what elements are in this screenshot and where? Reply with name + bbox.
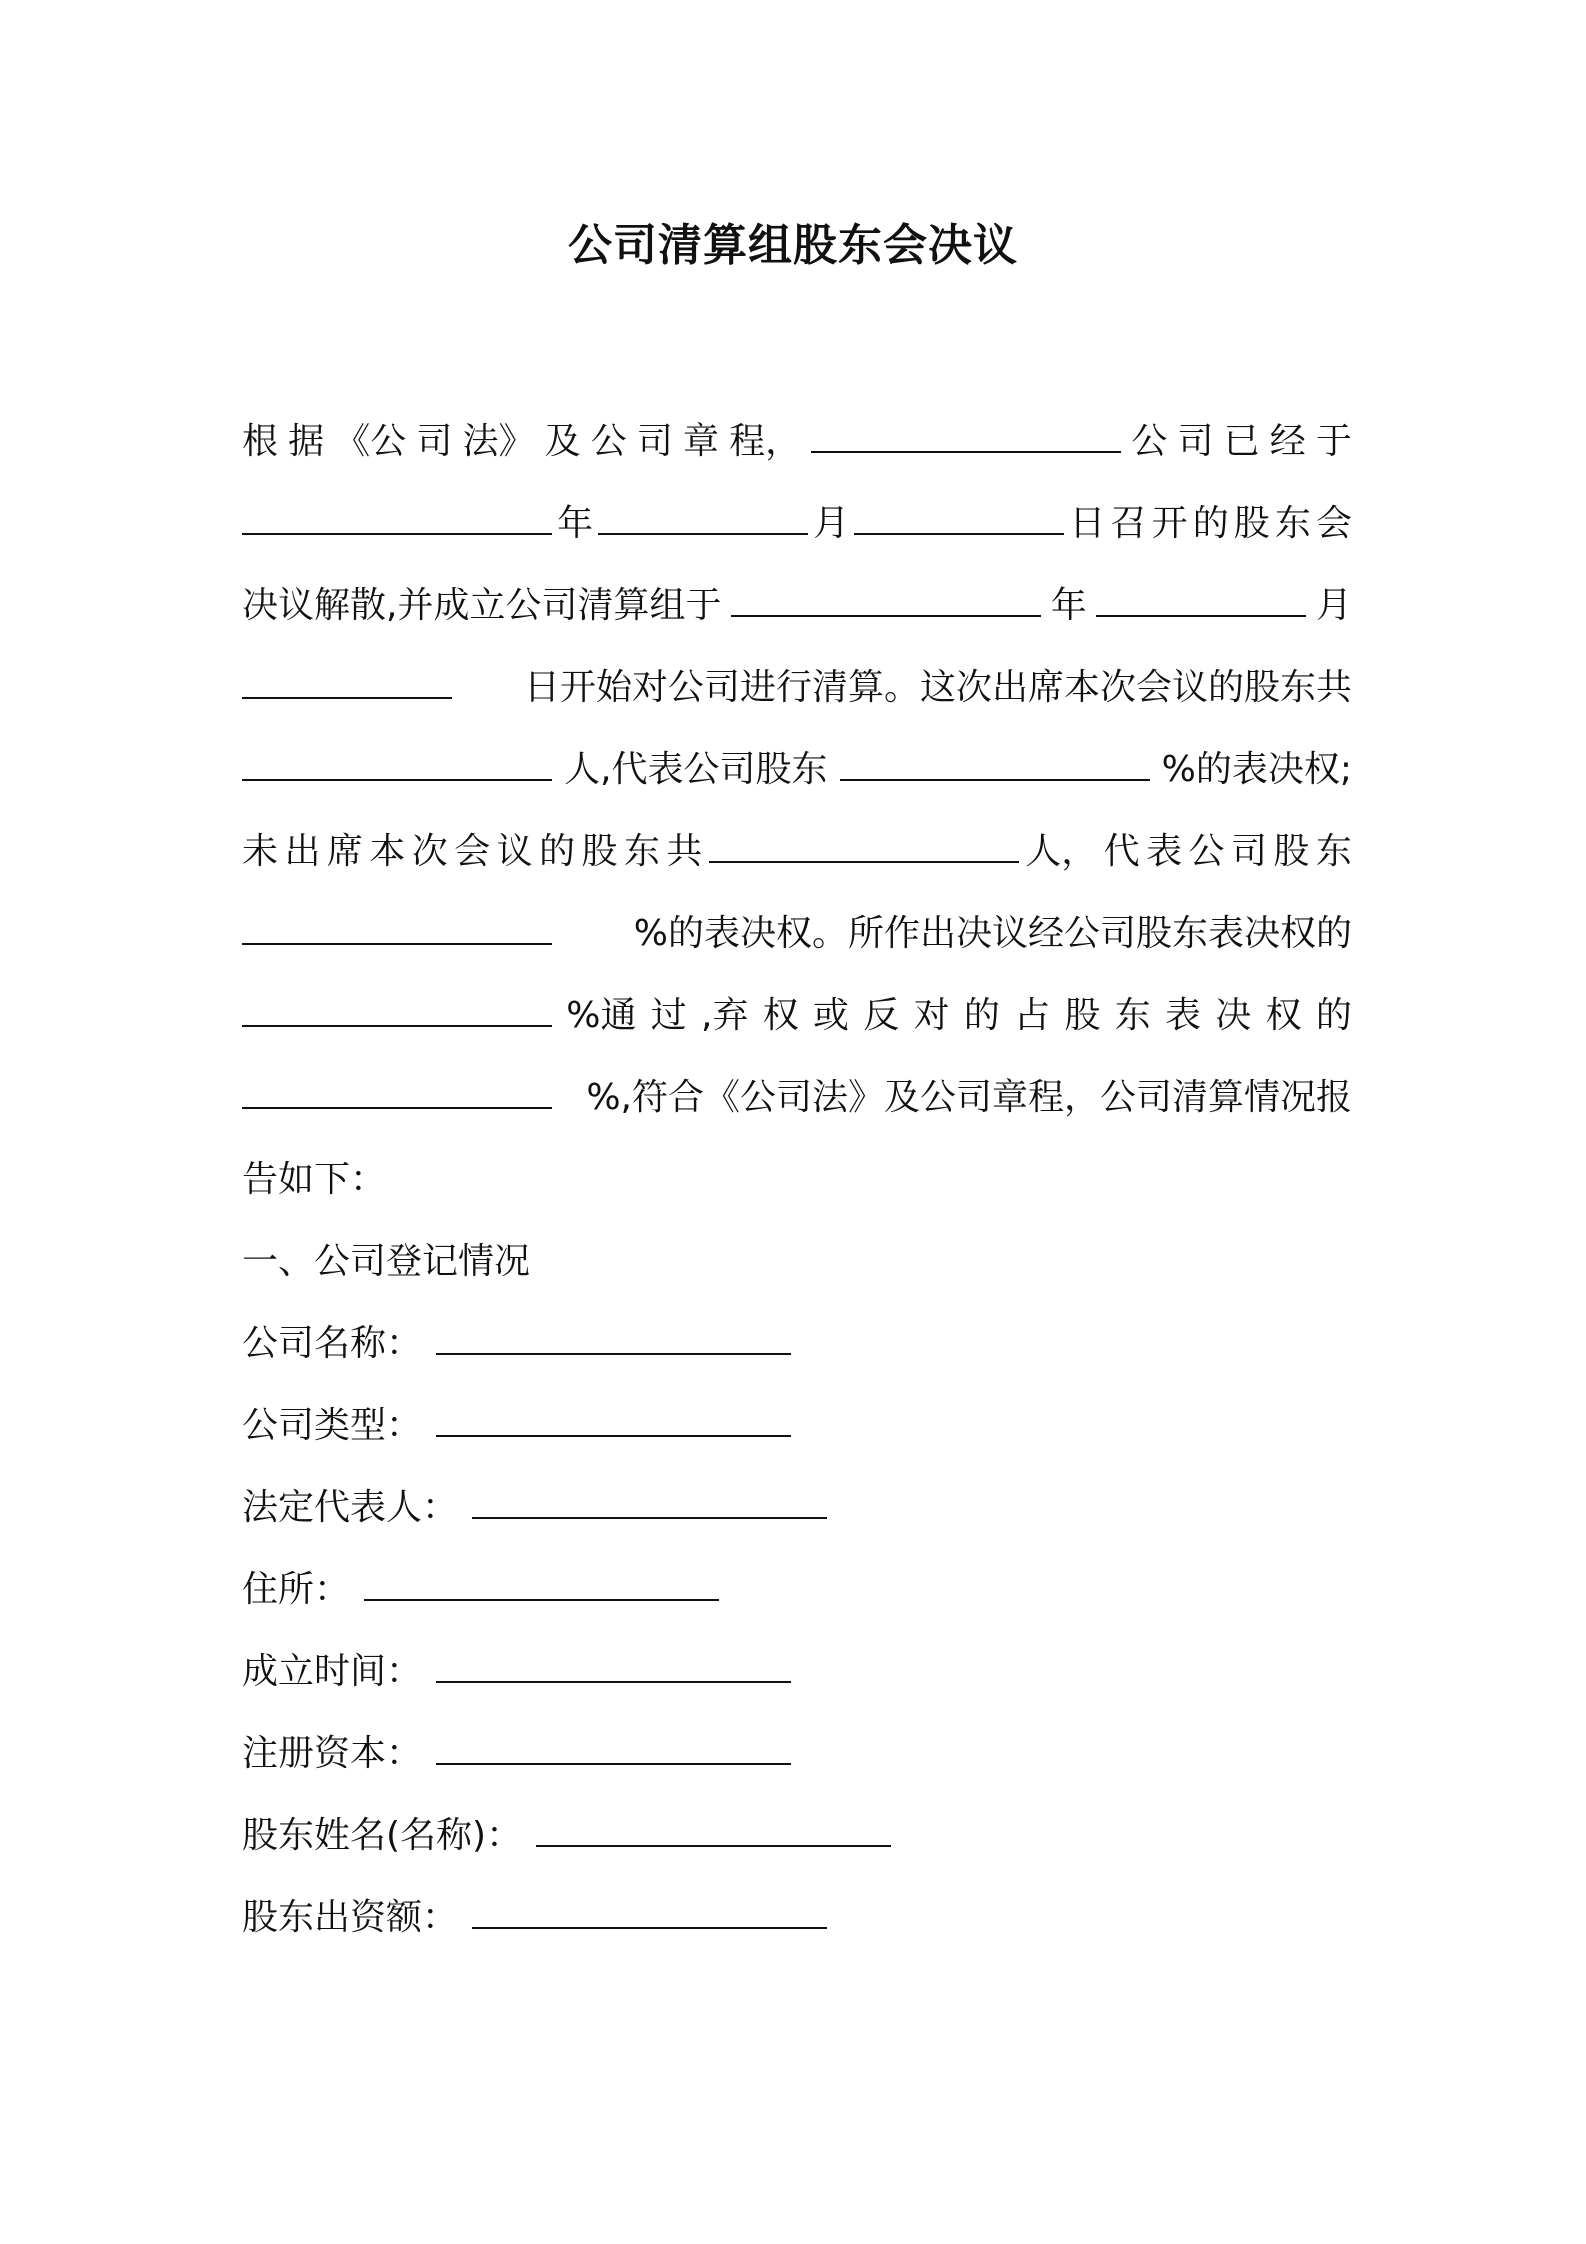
registration-field [242,1642,1352,1702]
body-text: 据 [288,421,325,462]
field-label: 成立时间： [242,1651,423,1692]
fill-blank[interactable] [242,659,452,699]
registration-field [242,1560,1352,1620]
body-text: 月 [813,503,850,544]
body-text: 决议解散,并成立公司清算组于 [242,585,722,626]
field-label: 公司名称： [242,1323,423,1364]
body-text: 章 [683,421,720,462]
fill-blank[interactable] [854,495,1064,535]
body-text: 会 [1315,503,1352,544]
body-line [242,1150,1352,1210]
body-line [242,822,1352,882]
body-text: 已 [1223,421,1260,462]
body-text: 东 [1114,995,1151,1036]
body-text: %通 [566,995,637,1036]
body-text: 的 [1192,503,1229,544]
body-text: 年 [1050,585,1087,626]
body-text: 司 [416,421,453,462]
body-text: 股 [581,831,618,872]
body-text: 公 [590,421,627,462]
body-text: ,弃 [701,995,749,1036]
body-text: 日 [1069,503,1106,544]
body-text: 席 [326,831,363,872]
registration-field [242,1888,1352,1948]
body-text: 未 [242,831,279,872]
body-text: 的 [1315,995,1352,1036]
body-text: 告如下： [242,1159,387,1200]
fill-blank[interactable] [242,1069,552,1109]
body-line [242,1068,1352,1128]
body-text: 或 [813,995,850,1036]
body-text: 人,代表公司股东 [564,749,828,790]
body-text: 权 [762,995,799,1036]
body-text: 东 [1315,831,1352,872]
document-title: 公司清算组股东会决议 [568,220,1018,271]
body-text: %的表决权; [1161,749,1352,790]
body-text: 及 [544,421,581,462]
fill-blank[interactable] [242,905,552,945]
body-text: %的表决权。所作出决议经公司股东表决权的 [633,913,1352,954]
field-blank[interactable] [436,1315,791,1355]
body-text: 次 [411,831,448,872]
body-text: 公 [1131,421,1168,462]
body-text: 出 [284,831,321,872]
body-text: 公 [1188,831,1225,872]
field-blank[interactable] [472,1889,827,1929]
body-text: 对 [913,995,950,1036]
field-label: 股东姓名(名称)： [242,1815,523,1856]
body-text: 股 [1273,831,1310,872]
body-text: 人， [1025,831,1098,872]
body-text: 股 [1064,995,1101,1036]
field-blank[interactable] [436,1725,791,1765]
body-text: 于 [1315,421,1352,462]
body-text: 过 [650,995,687,1036]
body-text: 司 [1177,421,1214,462]
body-line [242,658,1352,718]
body-text: 程， [729,421,802,462]
body-line [242,576,1352,636]
field-blank[interactable] [364,1561,719,1601]
body-line [242,904,1352,964]
registration-field [242,1396,1352,1456]
body-line [242,986,1352,1046]
fill-blank[interactable] [1096,577,1306,617]
body-text: 经 [1269,421,1306,462]
fill-blank[interactable] [731,577,1041,617]
field-label: 法定代表人： [242,1487,459,1528]
body-text: 表 [1146,831,1183,872]
field-label: 公司类型： [242,1405,423,1446]
body-text: 司 [636,421,673,462]
body-text: 召 [1110,503,1147,544]
body-text: 月 [1315,585,1352,626]
body-text: 年 [557,503,594,544]
body-line [242,412,1352,472]
body-text: 司 [1230,831,1267,872]
body-text: 反 [863,995,900,1036]
fill-blank[interactable] [709,823,1019,863]
body-text: 东 [1274,503,1311,544]
registration-field [242,1806,1352,1866]
field-blank[interactable] [436,1643,791,1683]
body-text: 根 [242,421,279,462]
body-text: 决 [1215,995,1252,1036]
body-line [242,740,1352,800]
fill-blank[interactable] [242,741,552,781]
body-line [242,494,1352,554]
fill-blank[interactable] [598,495,808,535]
fill-blank[interactable] [840,741,1150,781]
body-text: 东 [623,831,660,872]
body-text: 法》 [462,421,535,462]
registration-field [242,1724,1352,1784]
field-label: 住所： [242,1569,351,1610]
body-text: 本 [369,831,406,872]
body-text: %,符合《公司法》及公司章程，公司清算情况报 [586,1077,1352,1118]
body-text: 表 [1165,995,1202,1036]
body-text: 的 [539,831,576,872]
field-blank[interactable] [472,1479,827,1519]
body-text: 的 [963,995,1000,1036]
body-text: 《公 [334,421,407,462]
body-text: 代 [1103,831,1140,872]
body-text: 会 [454,831,491,872]
fill-blank[interactable] [811,413,1121,453]
field-blank[interactable] [436,1397,791,1437]
body-text: 日开始对公司进行清算。这次出席本次会议的股东共 [523,667,1352,708]
body-text: 占 [1014,995,1051,1036]
body-text: 共 [666,831,703,872]
body-text: 权 [1265,995,1302,1036]
body-text: 开 [1151,503,1188,544]
registration-field [242,1314,1352,1374]
fill-blank[interactable] [242,987,552,1027]
field-blank[interactable] [536,1807,891,1847]
body-text: 股 [1233,503,1270,544]
fill-blank[interactable] [242,495,552,535]
field-label: 股东出资额： [242,1897,459,1938]
field-label: 注册资本： [242,1733,423,1774]
registration-field [242,1478,1352,1538]
section-heading: 一、公司登记情况 [242,1241,531,1282]
body-text: 议 [496,831,533,872]
